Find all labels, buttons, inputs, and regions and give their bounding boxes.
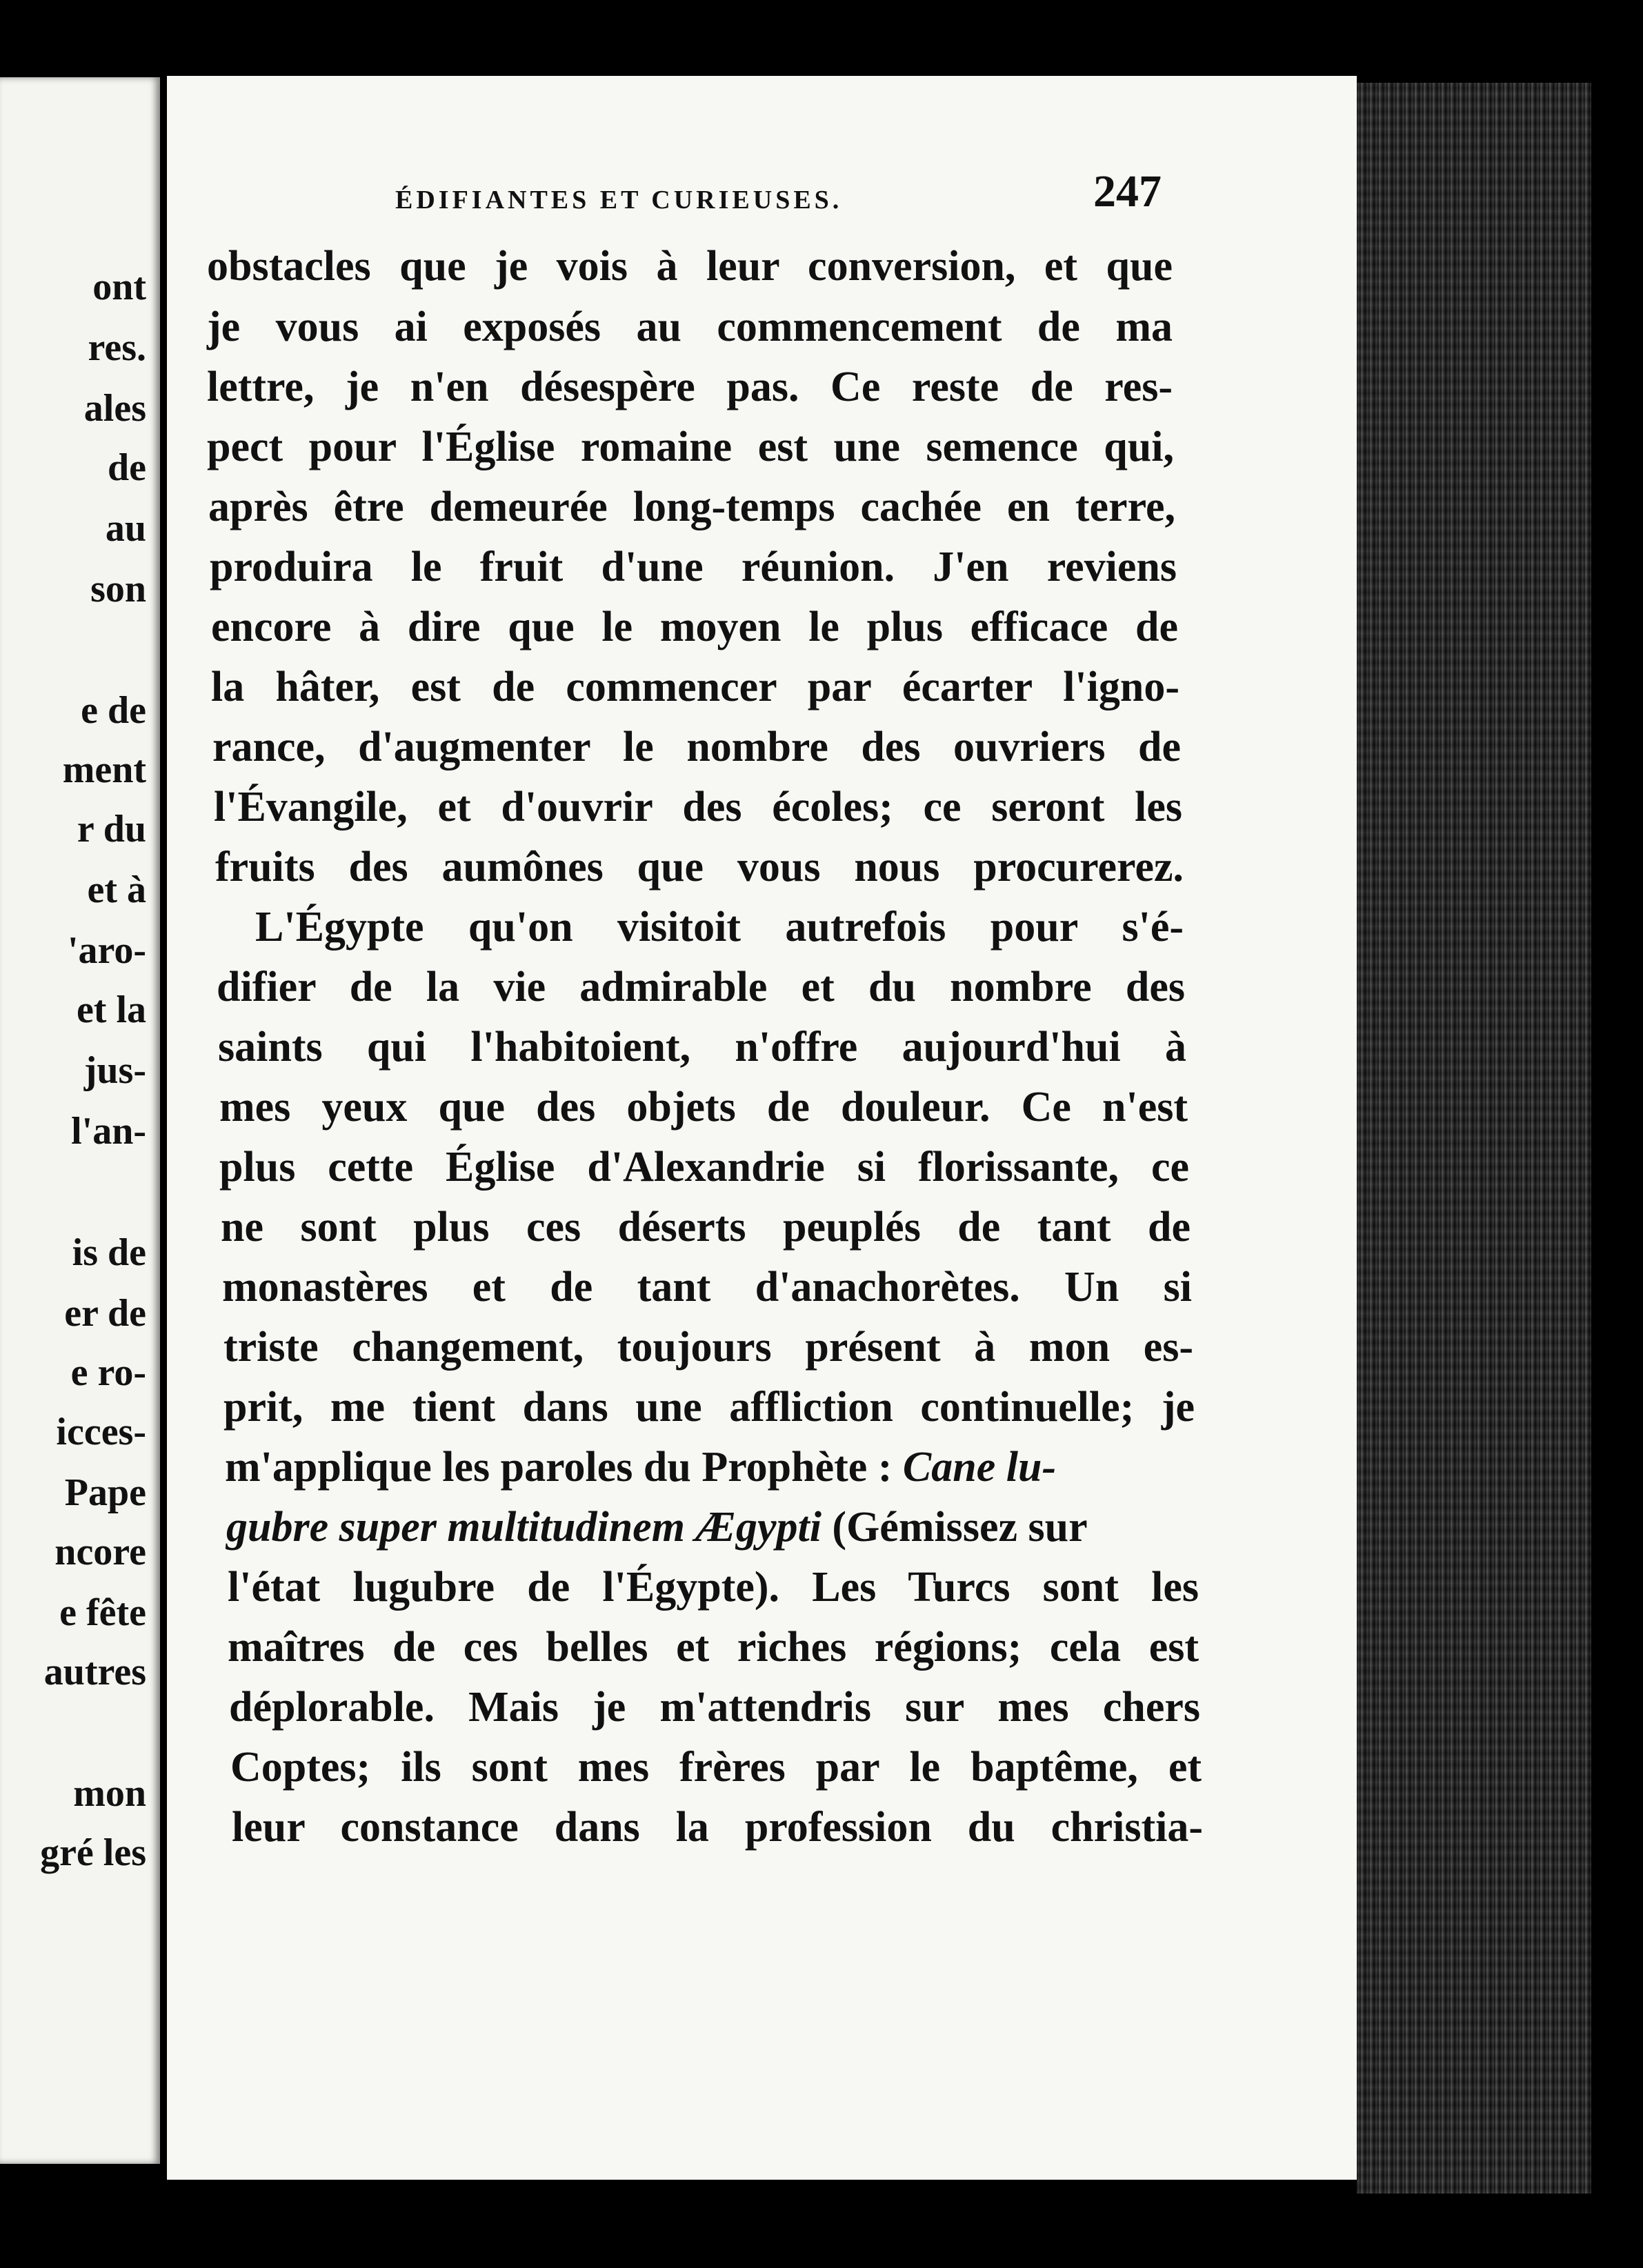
left-page-line: l'an- <box>71 1110 146 1153</box>
body-text-line: leur constance dans la profession du christia- <box>232 1804 1203 1851</box>
left-page-line: mon <box>73 1772 146 1815</box>
left-page-line: autres <box>43 1651 146 1693</box>
body-text-line: après être demeurée long-temps cachée en terre, <box>208 484 1175 530</box>
body-text-line: L'Égypte qu'on visitoit autrefois pour s'é- <box>255 904 1184 951</box>
body-text-line <box>226 1506 1197 1549</box>
body-text-line: la hâter, est de commencer par écarter l'igno- <box>211 664 1179 710</box>
body-text-line: ne sont plus ces déserts peuplés de tant de <box>221 1204 1191 1251</box>
body-text-line: difier de la vie admirable et du nombre des <box>217 964 1185 1011</box>
left-page-line: icces- <box>56 1411 146 1453</box>
page-number: 247 <box>1093 166 1162 217</box>
page-edges <box>1357 83 1591 2194</box>
left-page-line: son <box>90 568 146 610</box>
body-text-line: lettre, je n'en désespère pas. Ce reste de res- <box>207 364 1173 410</box>
latin-quotation: gubre super multitudinem Ægypti <box>226 1504 822 1551</box>
left-page-line: e de <box>81 689 146 732</box>
body-text-line: monastères et de tant d'anachorètes. Un si <box>222 1264 1192 1311</box>
body-text-line: saints qui l'habitoient, n'offre aujourd'hui à <box>218 1024 1186 1071</box>
body-text-segment: (Gémissez sur <box>832 1504 1088 1551</box>
left-page-line: e fête <box>59 1591 146 1634</box>
body-text-line <box>225 1446 1196 1489</box>
latin-quotation: Cane lu- <box>902 1444 1057 1491</box>
body-text-line: triste changement, toujours présent à mon es- <box>223 1324 1193 1371</box>
body-text-line: produira le fruit d'une réunion. J'en reviens <box>210 544 1177 590</box>
left-page-line: ment <box>62 748 146 791</box>
left-facing-page <box>0 77 160 2164</box>
body-text-line: obstacles que je vois à leur conversion, et que <box>207 243 1173 290</box>
left-page-line: r du <box>77 808 146 850</box>
body-text-line: plus cette Église d'Alexandrie si florissante, ce <box>219 1144 1189 1191</box>
body-text-line: mes yeux que des objets de douleur. Ce n'est <box>219 1084 1188 1131</box>
body-text-line: prit, me tient dans une affliction continuelle; je <box>223 1384 1195 1431</box>
left-page-line: ont <box>92 266 146 308</box>
body-text-line: l'état lugubre de l'Égypte). Les Turcs sont les <box>228 1564 1199 1611</box>
left-page-line: Pape <box>64 1471 146 1514</box>
body-text-line: maîtres de ces belles et riches régions; cela est <box>228 1624 1199 1671</box>
body-text-line: je vous ai exposés au commencement de ma <box>207 304 1173 350</box>
left-page-line: jus- <box>83 1049 146 1092</box>
body-text-line: rance, d'augmenter le nombre des ouvriers de <box>212 724 1181 770</box>
running-head: ÉDIFIANTES ET CURIEUSES. <box>395 186 843 215</box>
left-page-line: res. <box>88 326 146 369</box>
left-page-line: 'aro- <box>67 929 146 972</box>
body-text-line: pect pour l'Église romaine est une semence qui, <box>207 424 1174 470</box>
body-text-line: l'Évangile, et d'ouvrir des écoles; ce seront les <box>214 784 1182 830</box>
left-page-line: et à <box>87 868 146 911</box>
left-page-line: is de <box>72 1231 146 1274</box>
left-page-line: ncore <box>54 1531 146 1573</box>
body-text-line: Coptes; ils sont mes frères par le baptême, et <box>230 1744 1202 1791</box>
body-text-line: fruits des aumônes que vous nous procurerez. <box>215 844 1184 891</box>
body-text-line: encore à dire que le moyen le plus efficace de <box>211 604 1178 650</box>
left-page-line: de <box>108 446 146 489</box>
left-page-line: et la <box>76 988 146 1031</box>
left-page-line: ales <box>83 387 146 430</box>
body-text-segment: m'applique les paroles du Prophète : <box>225 1444 893 1491</box>
left-page-line: gré les <box>40 1831 146 1874</box>
left-page-line: e ro- <box>70 1351 146 1394</box>
left-page-line: au <box>105 507 146 550</box>
body-text-line: déplorable. Mais je m'attendris sur mes chers <box>229 1684 1200 1731</box>
left-page-line: er de <box>64 1292 146 1335</box>
